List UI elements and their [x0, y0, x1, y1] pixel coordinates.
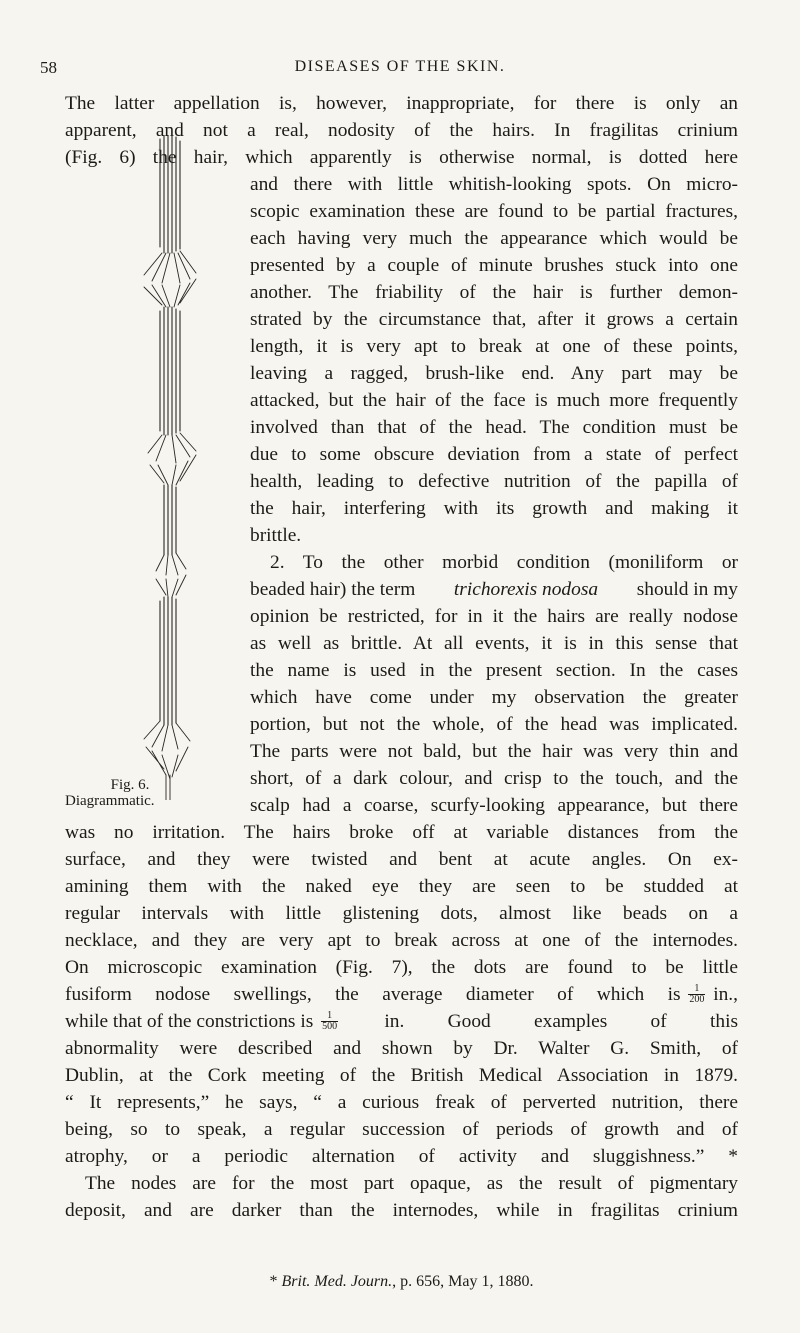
text-line: due to some obscure deviation from a state of perfect: [250, 444, 738, 465]
text-line: necklace, and they are very apt to break across at one of the internodes.: [65, 930, 738, 951]
text-line: attacked, but the hair of the face is much more frequently: [250, 390, 738, 411]
text-line: abnormality were described and shown by Dr. Walter G. Smith, of: [65, 1038, 738, 1059]
page-header: [40, 58, 760, 82]
text-line: length, it is very apt to break at one of these points,: [250, 336, 738, 357]
text-line: another. The friability of the hair is further demon-: [250, 282, 738, 303]
text-line: 2. To the other morbid condition (moniliform or: [270, 552, 738, 573]
text-line: scalp had a coarse, scurfy-looking appearance, but there: [250, 795, 738, 816]
figure-caption-number: Fig. 6.: [110, 777, 150, 793]
text-line: deposit, and are darker than the internodes, while in fragilitas crinium: [65, 1200, 738, 1221]
text-line: brittle.: [250, 525, 302, 546]
page-number: 58: [40, 58, 57, 77]
footnote-source: Brit. Med. Journ.: [281, 1273, 393, 1290]
text-line: On microscopic examination (Fig. 7), the dots are found to be little: [65, 957, 738, 978]
fraction-nodes: [688, 984, 705, 1005]
text-line: presented by a couple of minute brushes stuck into one: [250, 255, 738, 276]
text-line: (Fig. 6) the hair, which apparently is otherwise normal, is dotted here: [65, 147, 738, 168]
text-line-italic: [250, 576, 738, 603]
text-line: leaving a ragged, brush-like end. Any part may be: [250, 363, 738, 384]
text-line: short, of a dark colour, and crisp to the touch, and the: [250, 768, 738, 789]
footnote: [65, 1273, 738, 1291]
text-line: The parts were not bald, but the hair was very thin and: [250, 741, 738, 762]
text-line: the hair, interfering with its growth and making it: [250, 498, 738, 519]
text-segment: while that of the constrictions is: [65, 1011, 319, 1032]
text-line: regular intervals with little glistening dots, almost like beads on a: [65, 903, 738, 924]
text-segment: in.,: [708, 984, 738, 1005]
text-line: The nodes are for the most part opaque, as the result of pigmentary: [85, 1173, 738, 1194]
footnote-details: , p. 656, May 1, 1880.: [392, 1273, 534, 1290]
fraction-constrictions: [321, 1011, 338, 1032]
italic-term: trichorexis nodosa: [453, 579, 599, 600]
hair-diagram-figure: [90, 135, 240, 800]
text-line: opinion be restricted, for in it the hairs are really nodose: [250, 606, 738, 627]
fraction-denominator: 200: [689, 994, 705, 1005]
text-line: “ It represents,” he says, “ a curious freak of perverted nutrition, there: [65, 1092, 738, 1113]
text-segment: in. Good examples of this: [341, 1011, 738, 1032]
text-line: amining them with the naked eye they are seen to be studded at: [65, 876, 738, 897]
text-line: each having very much the appearance which would be: [250, 228, 738, 249]
text-line: the name is used in the present section. In the cases: [250, 660, 738, 681]
text-line: apparent, and not a real, nodosity of the hairs. In fragilitas crinium: [65, 120, 738, 141]
text-line: and there with little whitish-looking spots. On micro-: [250, 174, 738, 195]
text-line: being, so to speak, a regular succession of periods of growth and of: [65, 1119, 738, 1140]
fraction-denominator: 500: [322, 1021, 338, 1032]
text-segment: should in my: [631, 579, 738, 600]
fraction-numerator: 1: [321, 1011, 338, 1022]
text-line: scopic examination these are found to be partial fractures,: [250, 201, 738, 222]
text-line: strated by the circumstance that, after it grows a certain: [250, 309, 738, 330]
text-line: was no irritation. The hairs broke off at variable distances from the: [65, 822, 738, 843]
text-line-fraction: [65, 1008, 738, 1035]
text-segment: fusiform nodose swellings, the average diameter of which is: [65, 984, 686, 1005]
text-line: Dublin, at the Cork meeting of the British Medical Association in 1879.: [65, 1065, 738, 1086]
text-line: portion, but not the whole, of the head was implicated.: [250, 714, 738, 735]
text-line: as well as brittle. At all events, it is in this sense that: [250, 633, 738, 654]
fraction-numerator: 1: [688, 984, 705, 995]
text-line-fraction: [65, 981, 738, 1008]
footnote-marker: *: [269, 1273, 282, 1290]
text-line: surface, and they were twisted and bent at acute angles. On ex-: [65, 849, 738, 870]
text-line: involved than that of the head. The condition must be: [250, 417, 738, 438]
running-title: DISEASES OF THE SKIN.: [294, 58, 506, 75]
figure-caption-label: Diagrammatic.: [65, 793, 155, 809]
text-line: health, leading to defective nutrition of the papilla of: [250, 471, 738, 492]
text-line: The latter appellation is, however, inappropriate, for there is only an: [65, 93, 738, 114]
text-line: which have come under my observation the greater: [250, 687, 738, 708]
text-segment: beaded hair) the term: [250, 579, 421, 600]
text-line: atrophy, or a periodic alternation of activity and sluggishness.” *: [65, 1146, 738, 1167]
